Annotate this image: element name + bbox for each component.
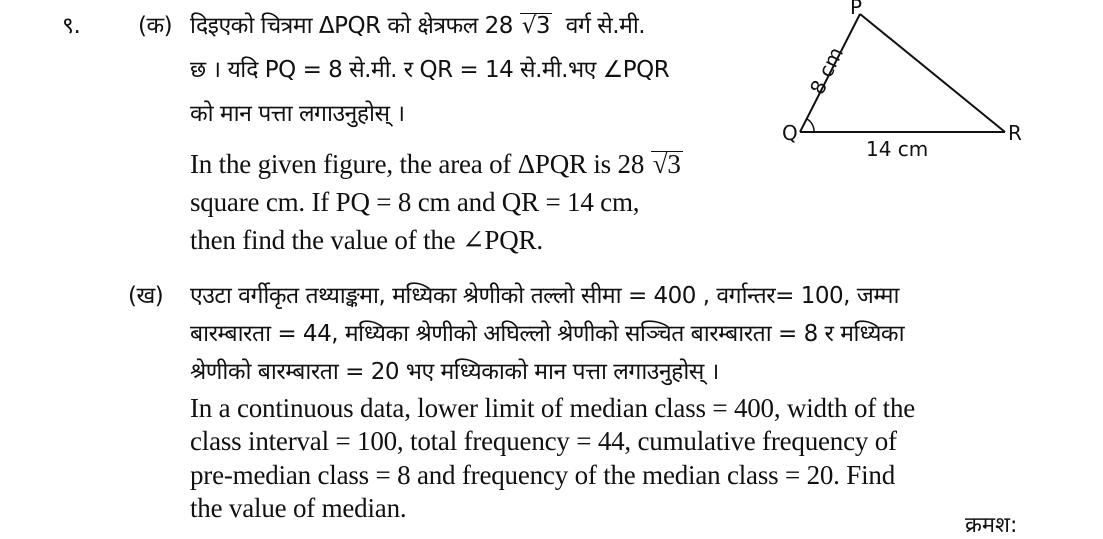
vertex-r-label: R [1008, 121, 1022, 145]
part-b-nepali-line-3: श्रेणीको बारम्बारता = 20 भए मध्यिकाको मान पत्ता लगाउनुहोस् । [190, 359, 719, 385]
part-b-nepali-line-2: बारम्बारता = 44, मध्यिका श्रेणीको अघिल्लो श्रेणीको सञ्चित बारम्बारता = 8 र मध्यिका [190, 321, 905, 347]
question-number: ९. [62, 13, 81, 39]
part-b-english-line-3: pre-median class = 8 and frequency of the median class = 20. Find [190, 460, 895, 490]
side-pq-label: 8 cm [804, 43, 849, 99]
part-b-english-line-1: In a continuous data, lower limit of median class = 400, width of the [190, 393, 916, 423]
side-pr [860, 14, 1005, 132]
part-a-label: (क) [138, 13, 173, 39]
part-a-english-line-2: square cm. If PQ = 8 cm and QR = 14 cm, [190, 187, 640, 217]
part-a-nepali-line-3: को मान पत्ता लगाउनुहोस् । [190, 101, 405, 127]
angle-q-arc [807, 119, 814, 132]
part-b-english-line-2: class interval = 100, total frequency = 44, cumulative frequency of [190, 426, 897, 456]
part-b-label: (ख) [128, 283, 164, 309]
side-qr-label: 14 cm [866, 137, 929, 161]
part-a-nepali-line-1-unit: वर्ग से.मी. [565, 13, 646, 39]
part-a-nepali-sqrt: √3 [521, 13, 551, 39]
part-a-nepali-line-1-text: दिइएको चित्रमा ΔPQR को क्षेत्रफल 28 [190, 13, 513, 39]
part-a-nepali-line-2: छ । यदि PQ = 8 से.मी. र QR = 14 से.मी.भए ∠PQR [190, 57, 670, 83]
part-b-nepali-line-1: एउटा वर्गीकृत तथ्याङ्कमा, मध्यिका श्रेणीको तल्लो सीमा = 400 , वर्गान्तर= 100, जम्मा [190, 283, 899, 309]
continued-label: क्रमश: [965, 513, 1018, 538]
part-a-english-line-3: then find the value of the ∠PQR. [190, 225, 543, 255]
triangle-figure [770, 0, 1030, 170]
part-a-english-line-1-text: In the given figure, the area of ΔPQR is 28 [190, 149, 645, 179]
part-a-english-line-1 [190, 148, 683, 180]
part-a-nepali-line-1 [190, 10, 645, 42]
vertex-q-label: Q [782, 121, 798, 145]
part-a-english-sqrt: √3 [652, 149, 681, 179]
part-b-english-line-4: the value of median. [190, 493, 407, 523]
vertex-p-label: P [850, 0, 863, 19]
